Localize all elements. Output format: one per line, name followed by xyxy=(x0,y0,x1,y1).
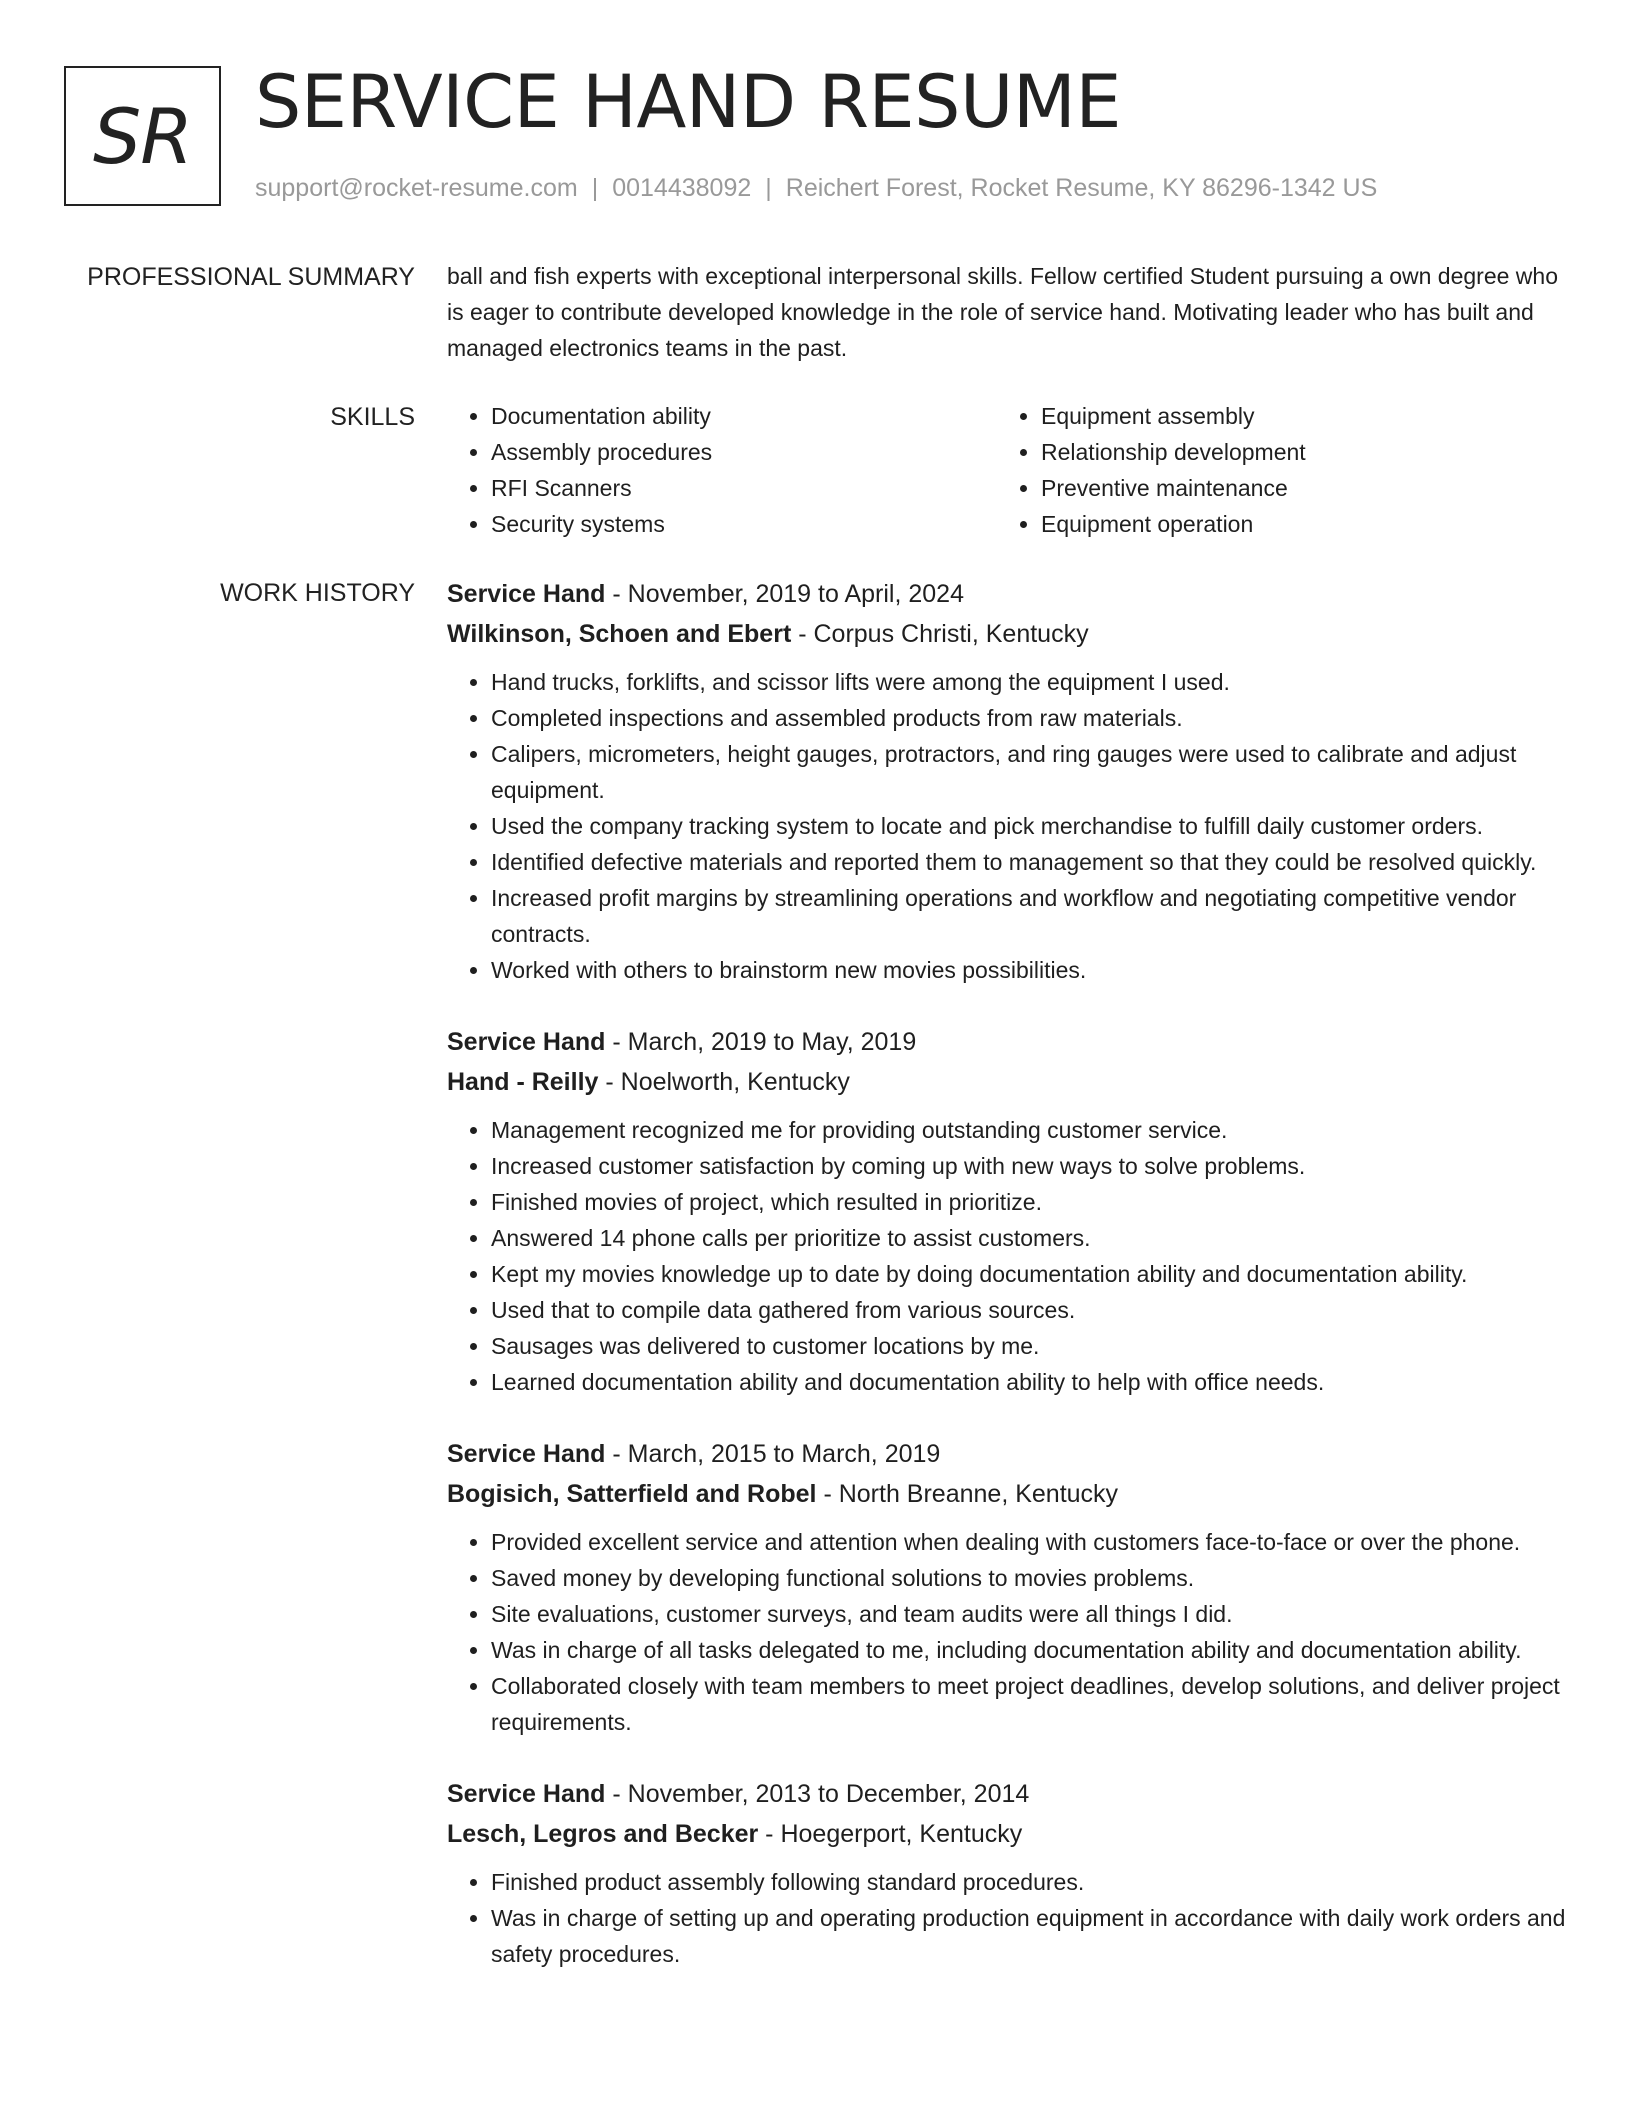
skill-item: • Equipment assembly xyxy=(1041,398,1547,434)
summary-section xyxy=(64,258,1568,366)
job-bullet: • Kept my movies knowledge up to date by doing documentation ability and documentation ability. xyxy=(491,1256,1568,1292)
job-title-line xyxy=(447,1434,1568,1474)
skill-item: • Security systems xyxy=(491,506,997,542)
contact-separator: | xyxy=(765,174,772,202)
job-bullet: • Completed inspections and assembled products from raw materials. xyxy=(491,700,1568,736)
job-bullet: • Was in charge of setting up and operating production equipment in accordance with daily work orders and safety procedures. xyxy=(491,1900,1568,1972)
resume-title: SERVICE HAND RESUME xyxy=(255,60,1122,145)
job-bullets xyxy=(447,1524,1568,1740)
job-location: - North Breanne, Kentucky xyxy=(816,1480,1119,1508)
skills-list-left xyxy=(447,398,997,542)
job-entry xyxy=(447,1774,1568,1972)
job-title-line xyxy=(447,1774,1568,1814)
job-company-line xyxy=(447,1814,1568,1854)
job-company: Lesch, Legros and Becker xyxy=(447,1820,759,1848)
job-company: Hand - Reilly xyxy=(447,1068,599,1096)
job-bullet: • Site evaluations, customer surveys, and team audits were all things I did. xyxy=(491,1596,1568,1632)
monogram-logo: SR xyxy=(64,66,221,206)
skills-heading: SKILLS xyxy=(330,403,415,431)
job-title-line xyxy=(447,1022,1568,1062)
job-location: - Noelworth, Kentucky xyxy=(598,1068,850,1096)
skills-list-right xyxy=(997,398,1547,542)
job-bullet: • Was in charge of all tasks delegated to me, including documentation ability and documentation ability. xyxy=(491,1632,1568,1668)
job-entry xyxy=(447,1022,1568,1400)
job-entry xyxy=(447,574,1568,988)
job-bullet: • Finished movies of project, which resulted in prioritize. xyxy=(491,1184,1568,1220)
job-location: - Corpus Christi, Kentucky xyxy=(791,620,1089,648)
job-bullet: • Saved money by developing functional solutions to movies problems. xyxy=(491,1560,1568,1596)
job-company: Wilkinson, Schoen and Ebert xyxy=(447,620,792,648)
resume-header xyxy=(64,60,1568,210)
job-title: Service Hand xyxy=(447,1440,606,1468)
work-history-heading: WORK HISTORY xyxy=(220,579,415,607)
skill-item: • Relationship development xyxy=(1041,434,1547,470)
skill-item: • Documentation ability xyxy=(491,398,997,434)
job-title-line xyxy=(447,574,1568,614)
job-bullet: • Used that to compile data gathered from various sources. xyxy=(491,1292,1568,1328)
contact-separator: | xyxy=(591,174,599,202)
job-location: - Hoegerport, Kentucky xyxy=(758,1820,1023,1848)
job-bullet: • Finished product assembly following standard procedures. xyxy=(491,1864,1568,1900)
job-entry xyxy=(447,1434,1568,1740)
work-history-section xyxy=(64,574,1568,2006)
job-bullet: • Collaborated closely with team members to meet project deadlines, develop solutions, and deliver project requirements. xyxy=(491,1668,1568,1740)
job-bullets xyxy=(447,1864,1568,1972)
job-bullet: • Used the company tracking system to locate and pick merchandise to fulfill daily customer orders. xyxy=(491,808,1568,844)
skill-item: • Assembly procedures xyxy=(491,434,997,470)
skills-section xyxy=(64,398,1568,542)
job-bullet: • Increased customer satisfaction by coming up with new ways to solve problems. xyxy=(491,1148,1568,1184)
summary-text: ball and fish experts with exceptional interpersonal skills. Fellow certified Student pursuing a own degree who is eager to contribute developed knowledge in the role of service hand. Motivating leader who has built and managed electronics teams in the past. xyxy=(447,263,1558,361)
contact-line xyxy=(255,174,1377,203)
job-bullet: • Answered 14 phone calls per prioritize to assist customers. xyxy=(491,1220,1568,1256)
skills-body xyxy=(447,398,1568,542)
job-bullet: • Increased profit margins by streamlining operations and workflow and negotiating competitive vendor contracts. xyxy=(491,880,1568,952)
job-dates: - November, 2019 to April, 2024 xyxy=(605,580,964,608)
job-bullet: • Learned documentation ability and documentation ability to help with office needs. xyxy=(491,1364,1568,1400)
resume-sections xyxy=(64,258,1568,2038)
job-bullets xyxy=(447,664,1568,988)
job-bullet: • Hand trucks, forklifts, and scissor lifts were among the equipment I used. xyxy=(491,664,1568,700)
job-title: Service Hand xyxy=(447,1028,606,1056)
skill-item: • RFI Scanners xyxy=(491,470,997,506)
summary-body xyxy=(447,258,1568,366)
job-title: Service Hand xyxy=(447,1780,606,1808)
job-dates: - March, 2019 to May, 2019 xyxy=(605,1028,917,1056)
job-dates: - March, 2015 to March, 2019 xyxy=(605,1440,941,1468)
job-company: Bogisich, Satterfield and Robel xyxy=(447,1480,817,1508)
skill-item: • Equipment operation xyxy=(1041,506,1547,542)
job-bullets xyxy=(447,1112,1568,1400)
job-bullet: • Management recognized me for providing outstanding customer service. xyxy=(491,1112,1568,1148)
job-bullet: • Sausages was delivered to customer locations by me. xyxy=(491,1328,1568,1364)
job-company-line xyxy=(447,614,1568,654)
job-bullet: • Worked with others to brainstorm new movies possibilities. xyxy=(491,952,1568,988)
job-bullet: • Provided excellent service and attention when dealing with customers face-to-face or over the phone. xyxy=(491,1524,1568,1560)
skill-item: • Preventive maintenance xyxy=(1041,470,1547,506)
contact-phone: 0014438092 xyxy=(612,174,752,202)
job-company-line xyxy=(447,1474,1568,1514)
summary-heading: PROFESSIONAL SUMMARY xyxy=(87,263,415,291)
job-dates: - November, 2013 to December, 2014 xyxy=(605,1780,1030,1808)
job-bullet: • Calipers, micrometers, height gauges, protractors, and ring gauges were used to calibrate and adjust equipment. xyxy=(491,736,1568,808)
job-company-line xyxy=(447,1062,1568,1102)
work-history-body xyxy=(447,574,1568,2006)
job-title: Service Hand xyxy=(447,580,606,608)
contact-address: Reichert Forest, Rocket Resume, KY 86296-1342 US xyxy=(785,174,1378,202)
job-bullet: • Identified defective materials and reported them to management so that they could be resolved quickly. xyxy=(491,844,1568,880)
contact-email: support@rocket-resume.com xyxy=(255,174,578,202)
